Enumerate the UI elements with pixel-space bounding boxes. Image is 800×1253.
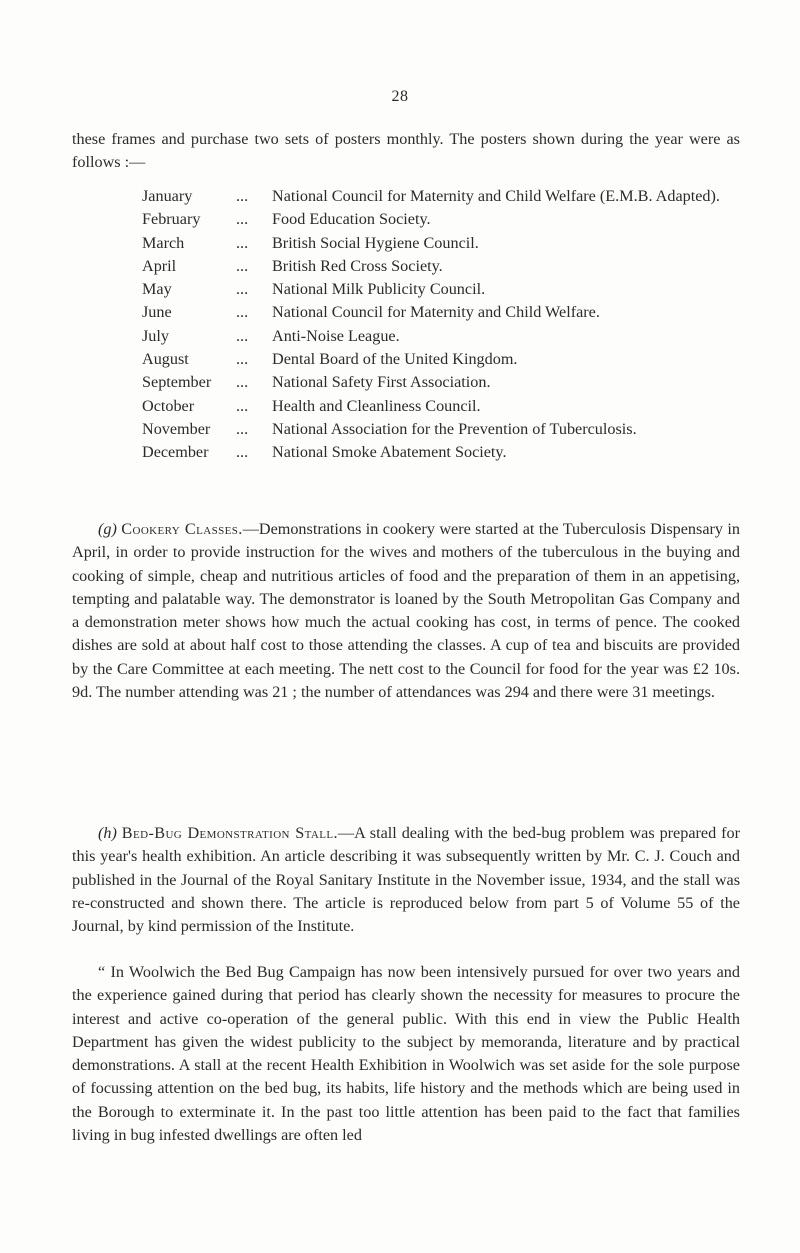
leader-dots: ... [236, 303, 249, 322]
leader-dots: ... [236, 326, 249, 345]
page-number: 28 [391, 88, 409, 105]
poster-organisation: Dental Board of the United Kingdom. [272, 350, 518, 369]
poster-month: May [142, 280, 172, 299]
section-g-body: —Demonstrations in cookery were started at the Tuberculosis Dispensary in April, in order to provide instruction for the wives and mothers of the tuberculous in the buying and cooking of simple, cheap and nutritious articles of food and the preparation of them in an appetising, tempting and palatable way. The demonstrator is loaned by the South Metropolitan Gas Company and a demonstration meter shows how much the actual cooking has cost, in terms of pence. The cooked dishes are sold at about half cost to those attending the classes. A cup of tea and biscuits are provided by the Care Committee at each meeting. The nett cost to the Council for food for the year was £2 10s. 9d. The number attending was 21 ; the number of attendances was 294 and there were 31 meetings. [72, 520, 740, 702]
quoted-article-paragraph: “ In Woolwich the Bed Bug Campaign has now been intensively pursued for over two years and the experience gained during that period has clearly shown the necessity for measures to procure the interest and active co-operation of the general public. With this end in view the Public Health Department has given the widest publicity to the subject by memoranda, literature and by practical demonstrations. A stall at the recent Health Exhibition in Woolwich was set aside for the sole purpose of focussing attention on the bed bug, its habits, life history and the methods which are being used in the Borough to exterminate it. In the past too little attention has been paid to the fact that families living in bug infested dwellings are often led [72, 963, 740, 1145]
poster-row [142, 232, 742, 255]
intro-text: these frames and purchase two sets of posters monthly. The posters shown during the year were as follows :— [72, 130, 740, 172]
section-h-letter: (h) [98, 824, 117, 842]
poster-row [142, 278, 742, 301]
section-g-heading: Cookery Classes. [121, 520, 243, 538]
leader-dots: ... [236, 256, 249, 275]
poster-month: October [142, 396, 195, 415]
leader-dots: ... [236, 373, 249, 392]
poster-month: January [142, 187, 193, 205]
poster-month: July [142, 326, 169, 345]
poster-organisation: British Social Hygiene Council. [272, 233, 479, 252]
leader-dots: ... [236, 396, 249, 415]
poster-organisation: National Safety First Association. [272, 373, 491, 392]
leader-dots: ... [236, 419, 249, 438]
poster-organisation: National Council for Maternity and Child Welfare (E.M.B. Adapted). [272, 187, 720, 205]
poster-organisation: National Milk Publicity Council. [272, 280, 486, 299]
poster-list [142, 185, 742, 465]
poster-row [142, 348, 742, 371]
poster-row [142, 371, 742, 394]
poster-organisation: National Council for Maternity and Child Welfare. [272, 303, 600, 322]
leader-dots: ... [236, 443, 249, 462]
section-h-heading: Bed-Bug Demonstration Stall. [121, 824, 338, 842]
poster-organisation: Food Education Society. [272, 210, 431, 229]
poster-organisation: National Association for the Prevention of Tuberculosis. [272, 419, 637, 438]
poster-row [142, 301, 742, 324]
poster-organisation: Anti-Noise League. [272, 326, 400, 345]
poster-month: September [142, 373, 212, 392]
leader-dots: ... [236, 233, 249, 252]
section-g-letter: (g) [98, 520, 117, 538]
section-h-body: —A stall dealing with the bed-bug problem was prepared for this year's health exhibition. An article describing it was subsequently written by Mr. C. J. Couch and published in the Journal of the Royal Sanitary Institute in the November issue, 1934, and the stall was re-constructed and shown there. The article is reproduced below from part 5 of Volume 55 of the Journal, by kind permission of the Institute. [72, 824, 740, 936]
leader-dots: ... [236, 187, 249, 205]
poster-organisation: British Red Cross Society. [272, 256, 443, 275]
poster-organisation: National Smoke Abatement Society. [272, 443, 507, 462]
intro-paragraph [72, 128, 740, 175]
leader-dots: ... [236, 280, 249, 299]
poster-month: June [142, 303, 172, 322]
poster-row [142, 185, 742, 208]
poster-row [142, 255, 742, 278]
section-g-paragraph [72, 518, 740, 704]
leader-dots: ... [236, 210, 249, 229]
poster-month: April [142, 256, 177, 275]
poster-month: February [142, 210, 201, 229]
poster-month: November [142, 419, 211, 438]
poster-row [142, 418, 742, 441]
poster-month: March [142, 233, 185, 252]
poster-month: August [142, 350, 189, 369]
poster-row [142, 325, 742, 348]
poster-row [142, 395, 742, 418]
poster-month: December [142, 443, 209, 462]
section-h-paragraph [72, 822, 740, 938]
leader-dots: ... [236, 350, 249, 369]
poster-organisation: Health and Cleanliness Council. [272, 396, 481, 415]
poster-row [142, 441, 742, 464]
poster-row [142, 208, 742, 231]
